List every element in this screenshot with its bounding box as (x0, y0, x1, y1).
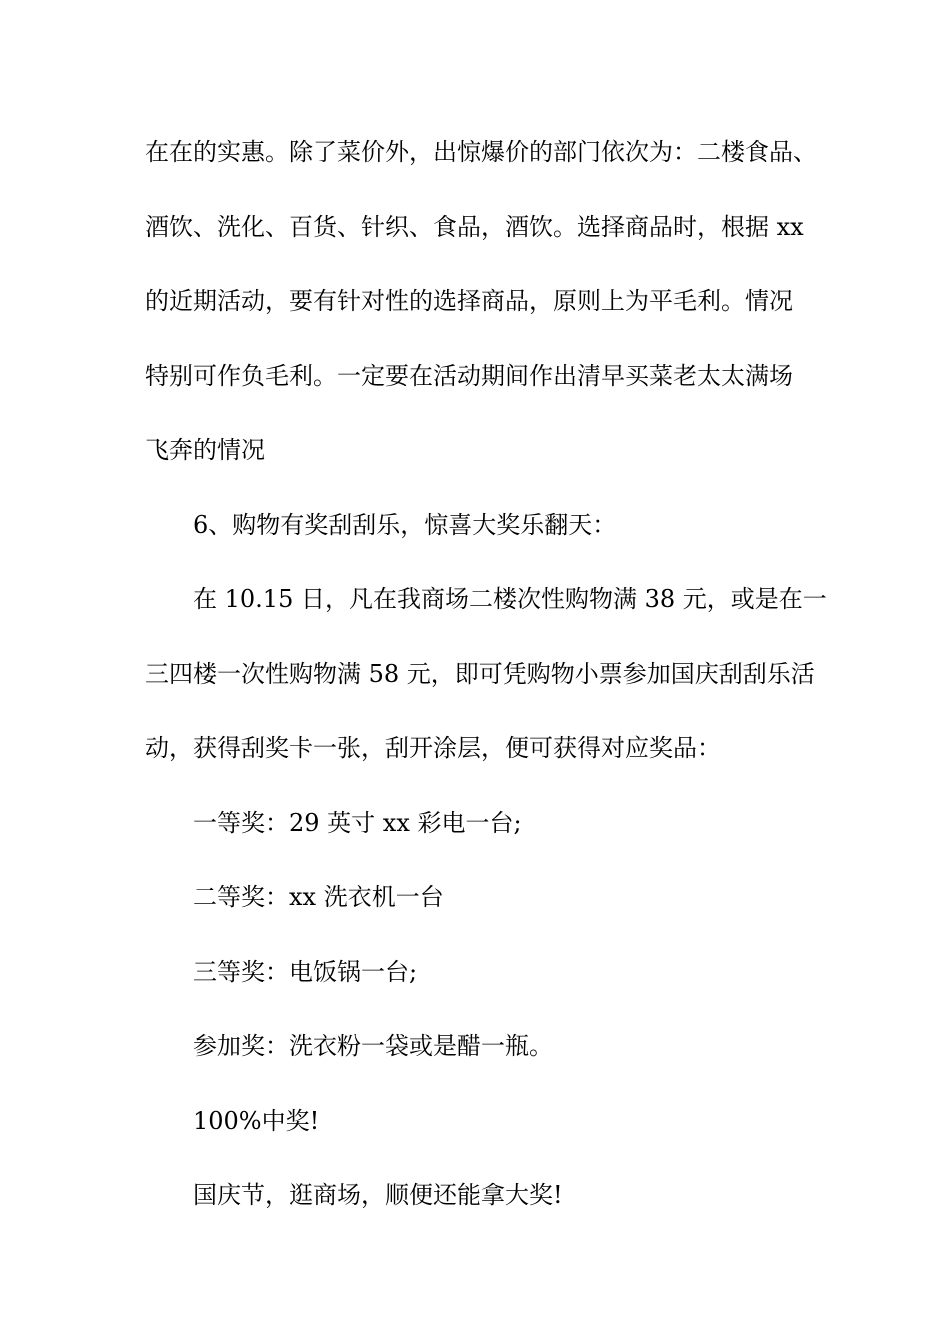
win-rate-text: 100%中奖! (193, 1107, 320, 1135)
text-line-4: 特别可作负毛利。一定要在活动期间作出清早买菜老太太满场 (145, 362, 793, 390)
text-line-5: 飞奔的情况 (145, 436, 265, 464)
prize-third: 三等奖：电饭锅一台; (193, 958, 418, 986)
prize-second: 二等奖：xx 洗衣机一台 (193, 883, 444, 911)
prize-first: 一等奖：29 英寸 xx 彩电一台; (193, 809, 522, 837)
text-line-2: 酒饮、洗化、百货、针织、食品，酒饮。选择商品时，根据 xx (145, 213, 804, 241)
text-line-3: 的近期活动，要有针对性的选择商品，原则上为平毛利。情况 (145, 287, 793, 315)
text-line-7: 在 10.15 日，凡在我商场二楼次性购物满 38 元，或是在一 (193, 585, 827, 613)
text-line-1: 在在的实惠。除了菜价外，出惊爆价的部门依次为：二楼食品、 (145, 138, 817, 166)
closing-slogan: 国庆节，逛商场，顺便还能拿大奖! (193, 1181, 563, 1209)
prize-participation: 参加奖：洗衣粉一袋或是醋一瓶。 (193, 1032, 553, 1060)
text-line-8: 三四楼一次性购物满 58 元，即可凭购物小票参加国庆刮刮乐活 (145, 660, 815, 688)
section-heading: 6、购物有奖刮刮乐，惊喜大奖乐翻天： (193, 511, 617, 539)
text-line-9: 动，获得刮奖卡一张，刮开涂层，便可获得对应奖品： (145, 734, 721, 762)
